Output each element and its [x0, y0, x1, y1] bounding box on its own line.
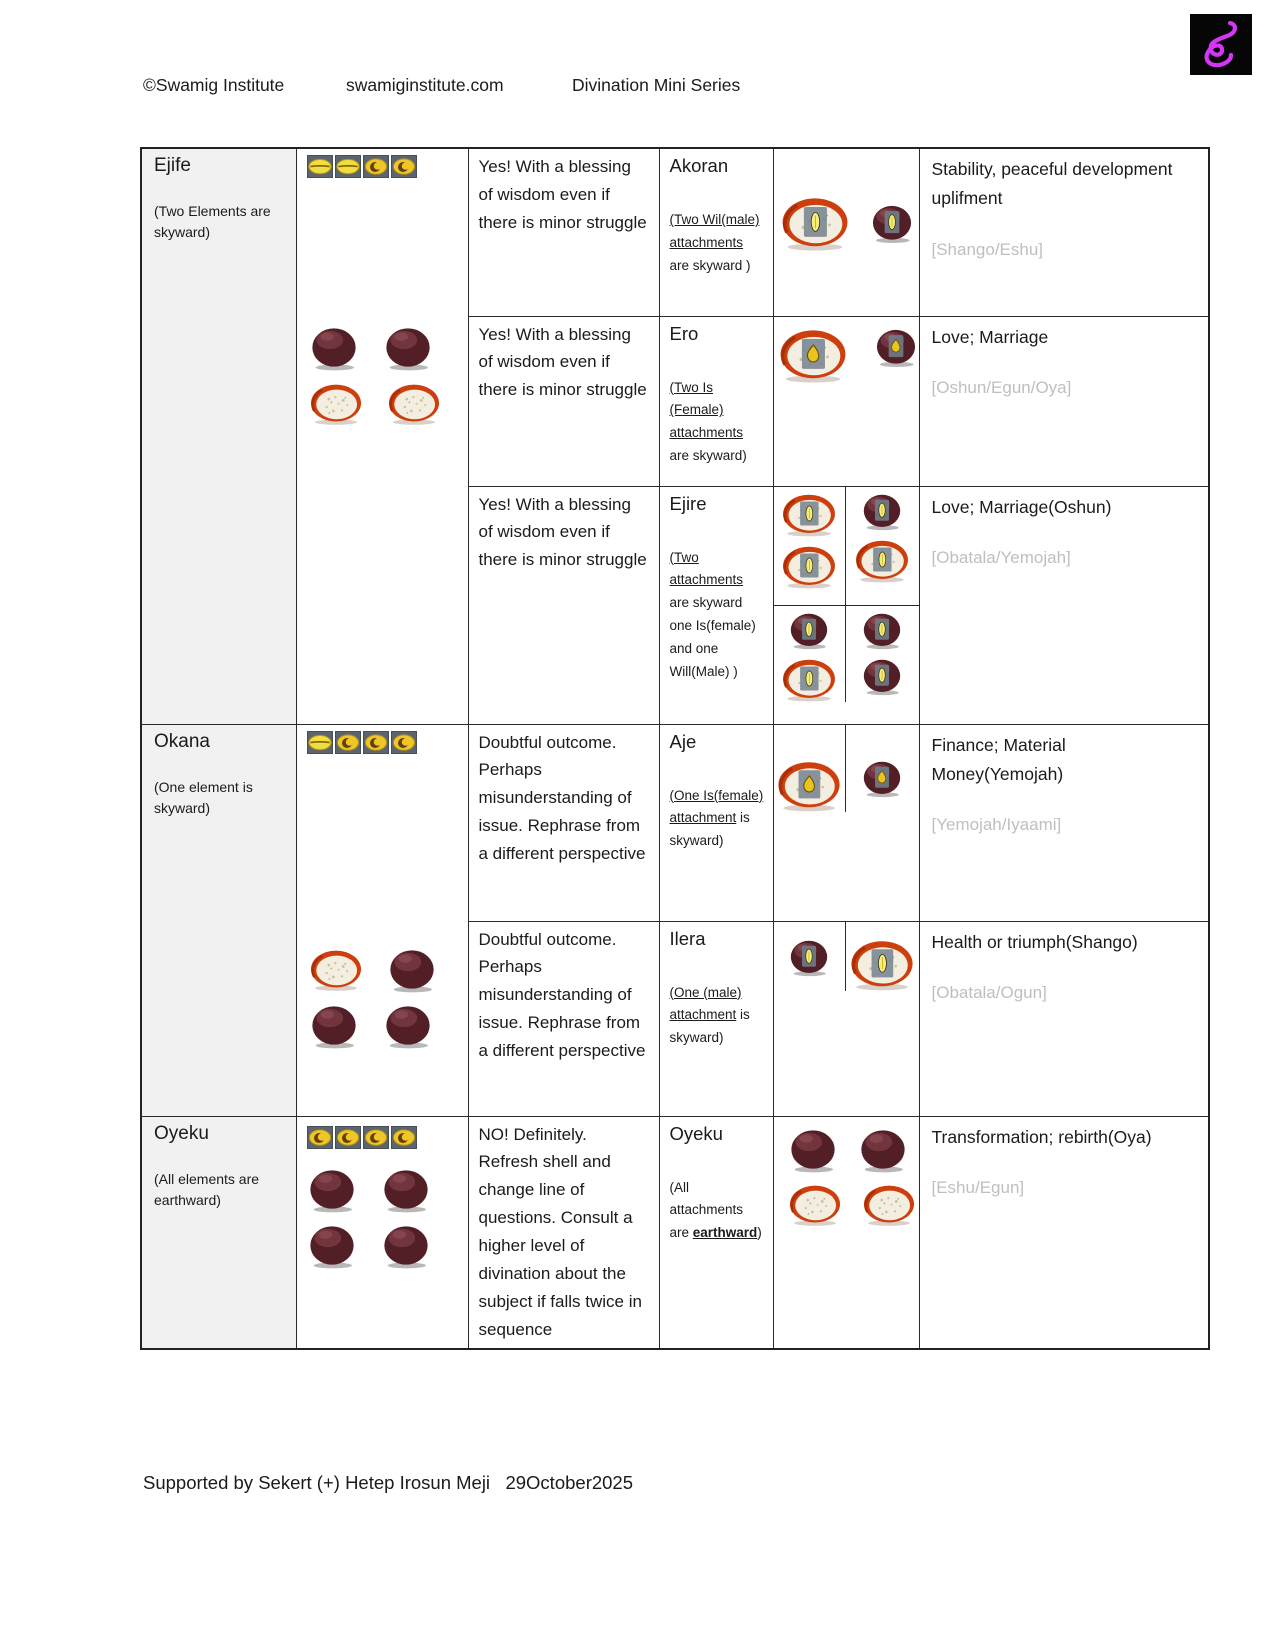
dark-plain-cowrie-icon — [309, 1003, 359, 1050]
interpretation-text: Yes! With a blessing of wisdom even if there is minor struggle — [478, 324, 647, 400]
shell-row — [307, 1167, 431, 1214]
odu-note: (One (male) attachment is skyward) — [669, 984, 750, 1046]
group-name-cell-ejife — [141, 148, 296, 724]
website-text: swamiginstitute.com — [346, 75, 504, 95]
result-shells-cell — [773, 1116, 919, 1349]
thrown-shells — [307, 1167, 431, 1270]
red-plain-cowrie-icon — [788, 1183, 842, 1226]
odu-name: Akoran — [669, 155, 729, 176]
swirl-cowrie-icon — [391, 155, 417, 178]
shell-row — [309, 382, 441, 425]
interpretation-cell — [468, 316, 659, 486]
dark-plain-cowrie-icon — [307, 1167, 357, 1214]
dark-plain-cowrie-icon — [309, 325, 359, 372]
swirl-cowrie-icon — [363, 731, 389, 754]
interpretation-cell — [468, 724, 659, 921]
orisha-text: [Obatala/Ogun] — [931, 982, 1047, 1002]
throw-image-cell-okana — [296, 724, 468, 1116]
table-row — [141, 148, 1209, 316]
quad-cell — [774, 606, 847, 702]
footer-text: Supported by Sekert (+) Hetep Irosun Meji 29October2025 — [143, 1472, 634, 1493]
odu-cell-ejire — [659, 486, 773, 724]
dark-plain-cowrie-icon — [387, 947, 437, 994]
odu-name: Ilera — [669, 927, 706, 949]
quad-cell — [774, 487, 847, 606]
shell-row — [309, 1003, 437, 1050]
orisha-text: [Eshu/Egun] — [931, 1177, 1025, 1197]
dark-slit-cowrie-icon — [861, 611, 903, 650]
shell-row — [788, 1127, 919, 1174]
dark-slit-cowrie-icon — [788, 938, 830, 977]
red-plain-cowrie-icon — [387, 382, 441, 425]
orisha-text: [Yemojah/Iyaami] — [931, 815, 1062, 835]
group-name: Oyeku — [154, 1122, 209, 1144]
red-slit-cowrie-icon — [781, 657, 837, 702]
result-shells-cell — [773, 486, 919, 724]
group-name: Ejife — [154, 155, 191, 176]
dark-plain-cowrie-icon — [307, 1223, 357, 1270]
result-shells-cell — [773, 148, 919, 316]
result-shell-split — [774, 725, 919, 812]
dark-plain-cowrie-icon — [383, 325, 433, 372]
copyright-text: ©Swamig Institute — [143, 75, 285, 95]
swirl-cowrie-icon — [363, 1126, 389, 1149]
series-title: Divination Mini Series — [572, 75, 741, 95]
throw-image-cell-ejife — [296, 148, 468, 724]
swamig-logo — [1190, 14, 1252, 75]
meaning-text: Transformation; rebirth(Oya) — [931, 1126, 1152, 1147]
meaning-cell — [919, 486, 1209, 724]
dark-slit-cowrie-icon — [861, 492, 903, 531]
thrown-shells — [309, 325, 441, 425]
shell-row — [788, 1183, 919, 1226]
dark-slit-cowrie-icon — [788, 611, 830, 650]
divination-table — [140, 147, 1210, 1350]
group-note: (Two Elements are skyward) — [154, 203, 271, 240]
swirl-cowrie-icon — [335, 1126, 361, 1149]
interpretation-cell — [468, 148, 659, 316]
dark-plain-cowrie-icon — [381, 1167, 431, 1214]
odu-cell-aje — [659, 724, 773, 921]
red-plain-cowrie-icon — [862, 1183, 916, 1226]
shell-row — [309, 325, 441, 372]
group-name: Okana — [154, 730, 210, 752]
red-drop-cowrie-icon — [778, 327, 848, 383]
interpretation-text: Doubtful outcome. Perhaps misunderstanding of issue. Rephrase from a different perspective — [478, 732, 646, 863]
slit-cowrie-icon — [307, 155, 333, 178]
result-shells-cell — [773, 316, 919, 486]
group-name-cell-oyeku — [141, 1116, 296, 1349]
split-cell — [774, 725, 847, 812]
odu-cell-oyeku — [659, 1116, 773, 1349]
odu-note: (Two Is (Female) attachments are skyward) — [669, 379, 747, 464]
red-slit-cowrie-icon — [781, 544, 837, 589]
swirl-cowrie-icon — [363, 155, 389, 178]
interpretation-text: Yes! With a blessing of wisdom even if there is minor struggle — [478, 157, 647, 232]
cowrie-strip — [307, 1126, 417, 1149]
cowrie-strip — [307, 731, 417, 754]
dark-slit-cowrie-icon — [870, 203, 914, 244]
red-plain-cowrie-icon — [309, 948, 363, 991]
meaning-cell — [919, 316, 1209, 486]
swirl-cowrie-icon — [391, 731, 417, 754]
odu-note: (Two Wil(male) attachments are skyward ) — [669, 212, 760, 273]
red-slit-cowrie-icon — [849, 938, 915, 991]
dark-plain-cowrie-icon — [788, 1127, 838, 1174]
result-shells-cell — [773, 921, 919, 1116]
swamig-squiggle-icon — [1190, 14, 1252, 75]
meaning-cell — [919, 148, 1209, 316]
odu-name: Ejire — [669, 492, 707, 514]
meaning-text: Love; Marriage(Oshun) — [931, 496, 1112, 517]
meaning-text: Finance; Material Money(Yemojah) — [931, 734, 1066, 784]
dark-plain-cowrie-icon — [858, 1127, 908, 1174]
red-drop-cowrie-icon — [776, 759, 842, 812]
thrown-shells — [309, 947, 437, 1050]
dark-drop-cowrie-icon — [861, 759, 903, 798]
meaning-text: Stability, peaceful development uplifment — [931, 159, 1173, 209]
result-shell-quad — [774, 487, 919, 702]
meaning-cell — [919, 921, 1209, 1116]
odu-cell-ero — [659, 316, 773, 486]
interpretation-text: Doubtful outcome. Perhaps misunderstanding of issue. Rephrase from a different perspective — [478, 929, 646, 1060]
interpretation-cell — [468, 486, 659, 724]
quad-cell — [846, 606, 919, 702]
shell-row — [307, 1223, 431, 1270]
quad-cell — [846, 487, 919, 606]
dark-slit-cowrie-icon — [861, 657, 903, 696]
odu-name: Oyeku — [669, 1122, 723, 1144]
odu-name: Ero — [669, 322, 699, 344]
odu-note: (One Is(female) attachment is skyward) — [669, 787, 764, 849]
red-slit-cowrie-icon — [780, 195, 850, 251]
group-note: (One element is skyward) — [154, 778, 253, 816]
interpretation-cell — [468, 1116, 659, 1349]
meaning-text: Health or triumph(Shango) — [931, 931, 1138, 952]
throw-image-cell-oyeku — [296, 1116, 468, 1349]
meaning-text: Love; Marriage — [931, 326, 1049, 347]
odu-cell-akoran — [659, 148, 773, 316]
red-plain-cowrie-icon — [309, 382, 363, 425]
odu-cell-ilera — [659, 921, 773, 1116]
odu-note: (Two attachments are skyward one Is(female) and one Will(Male) ) — [669, 549, 756, 680]
table-row — [141, 724, 1209, 921]
swirl-cowrie-icon — [307, 1126, 333, 1149]
dark-plain-cowrie-icon — [383, 1003, 433, 1050]
odu-note: (All attachments are earthward) — [669, 1179, 762, 1241]
group-name-cell-okana — [141, 724, 296, 1116]
shell-row — [309, 947, 437, 994]
group-note: (All elements are earthward) — [154, 1170, 260, 1208]
interpretation-cell — [468, 921, 659, 1116]
orisha-text: [Shango/Eshu] — [931, 239, 1044, 259]
result-shells — [774, 149, 919, 251]
split-cell — [846, 725, 919, 812]
dark-plain-cowrie-icon — [381, 1223, 431, 1270]
split-cell — [846, 922, 919, 991]
slit-cowrie-icon — [307, 731, 333, 754]
orisha-text: [Obatala/Yemojah] — [931, 547, 1071, 567]
swirl-cowrie-icon — [335, 731, 361, 754]
result-shells-cell — [773, 724, 919, 921]
dark-drop-cowrie-icon — [874, 327, 918, 368]
meaning-cell — [919, 724, 1209, 921]
result-shells — [774, 317, 919, 383]
meaning-cell — [919, 1116, 1209, 1349]
split-cell — [774, 922, 847, 991]
swirl-cowrie-icon — [391, 1126, 417, 1149]
red-slit-cowrie-icon — [854, 538, 910, 583]
result-shells — [774, 1117, 919, 1227]
orisha-text: [Oshun/Egun/Oya] — [931, 377, 1072, 397]
cowrie-strip — [307, 155, 417, 178]
result-shell-split — [774, 922, 919, 991]
interpretation-text: Yes! With a blessing of wisdom even if there is minor struggle — [478, 494, 647, 570]
red-slit-cowrie-icon — [781, 492, 837, 537]
table-row — [141, 1116, 1209, 1349]
interpretation-text: NO! Definitely. Refresh shell and change line of questions. Consult a higher level of divination about the subject if falls twice in sequence — [478, 1124, 642, 1339]
odu-name: Aje — [669, 730, 697, 752]
slit-cowrie-icon — [335, 155, 361, 178]
